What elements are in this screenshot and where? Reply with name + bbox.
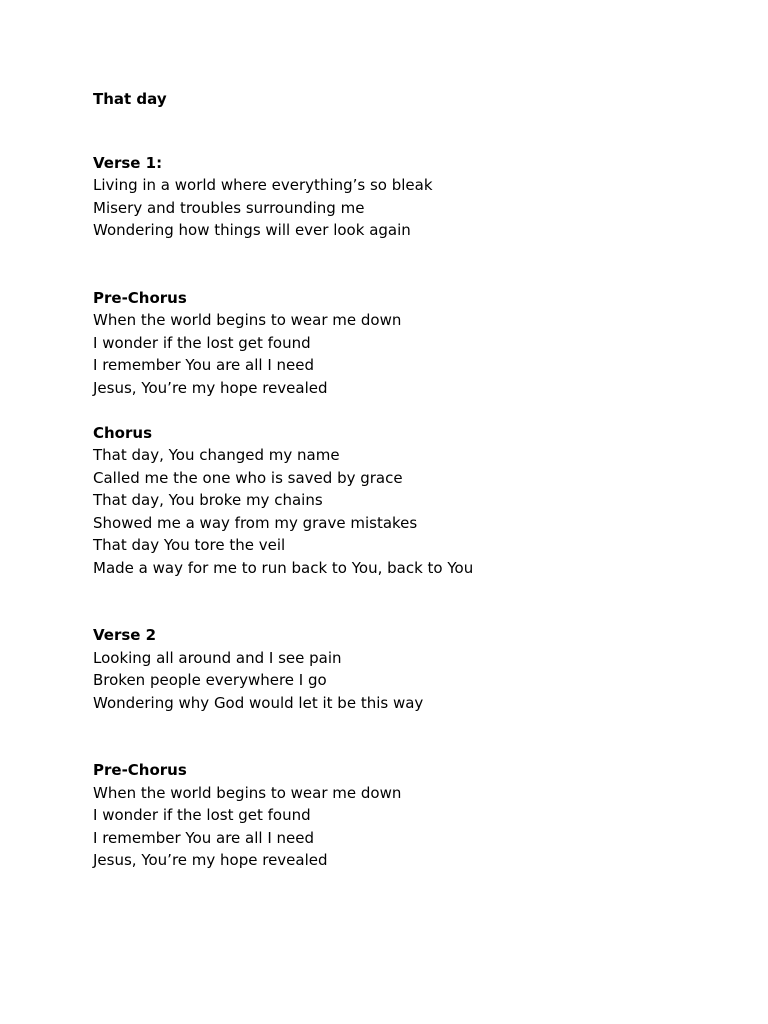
section-pre-chorus-2 — [93, 759, 713, 872]
lyric-line: Made a way for me to run back to You, back to You — [93, 558, 474, 577]
lyric-line: I wonder if the lost get found — [93, 806, 311, 824]
section-heading: Chorus — [93, 423, 152, 442]
lyric-line: That day You tore the veil — [93, 536, 286, 554]
lyric-line: Jesus, You’re my hope revealed — [93, 378, 328, 397]
lyric-line: That day, You changed my name — [93, 446, 340, 464]
lyric-line: Wondering why God would let it be this way — [93, 693, 424, 712]
spacer — [93, 111, 713, 152]
section-pre-chorus-1 — [93, 287, 713, 400]
section-heading: Verse 2 — [93, 626, 157, 644]
section-verse-2 — [93, 624, 713, 714]
lyric-line: I remember You are all I need — [93, 356, 315, 374]
lyric-line: I wonder if the lost get found — [93, 333, 311, 352]
section-heading: Pre-Chorus — [93, 761, 187, 779]
lyric-line: Misery and troubles surrounding me — [93, 198, 365, 217]
lyric-line: That day, You broke my chains — [93, 491, 323, 509]
lyric-line: Jesus, You’re my hope revealed — [93, 851, 328, 869]
spacer — [93, 399, 713, 422]
song-title: That day — [93, 90, 167, 108]
section-heading: Pre-Chorus — [93, 288, 187, 307]
spacer — [93, 714, 713, 759]
lyric-line: Wondering how things will ever look again — [93, 221, 411, 239]
lyric-line: Broken people everywhere I go — [93, 671, 327, 689]
section-chorus — [93, 422, 713, 580]
lyric-line: When the world begins to wear me down — [93, 783, 402, 802]
spacer — [93, 242, 713, 287]
lyric-line: When the world begins to wear me down — [93, 311, 402, 329]
spacer — [93, 579, 713, 624]
lyric-line: Living in a world where everything’s so bleak — [93, 176, 433, 194]
lyrics-content — [93, 88, 713, 872]
section-verse-1 — [93, 152, 713, 242]
lyric-line: Called me the one who is saved by grace — [93, 468, 403, 487]
lyric-line: I remember You are all I need — [93, 828, 315, 847]
lyric-line: Looking all around and I see pain — [93, 648, 342, 667]
lyric-line: Showed me a way from my grave mistakes — [93, 513, 418, 532]
section-heading: Verse 1: — [93, 153, 163, 172]
